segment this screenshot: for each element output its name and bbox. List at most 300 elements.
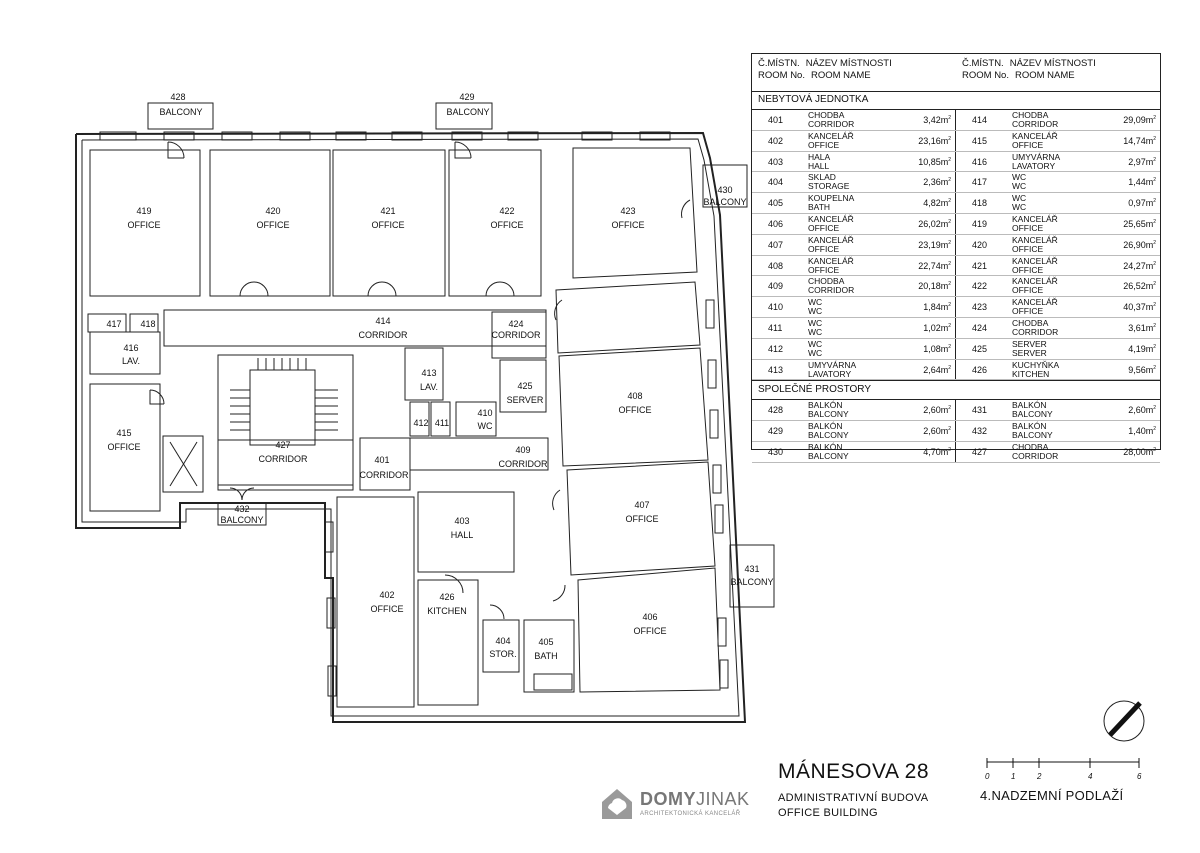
room-419-no: 419 (136, 206, 152, 216)
room-432-no: 432 (234, 504, 250, 514)
table-row (752, 421, 1160, 442)
room-area (918, 157, 951, 167)
table-row (752, 318, 1160, 339)
room-name-en: BALCONY (808, 450, 849, 461)
building-subtitle-cz: ADMINISTRATIVNÍ BUDOVA (778, 792, 929, 804)
room-name-cz: CHODBA (1012, 110, 1049, 120)
room-number: 412 (768, 343, 784, 354)
room-area (923, 323, 951, 333)
room-405-name: BATH (534, 651, 558, 661)
area-unit-superscript: 2 (1153, 135, 1156, 142)
room-area (923, 405, 951, 415)
room-number: 407 (768, 239, 784, 250)
room-406-name: OFFICE (633, 626, 667, 636)
room-number: 432 (972, 426, 988, 437)
room-area (923, 365, 951, 375)
table-cell (956, 297, 1160, 317)
table-cell (752, 172, 956, 192)
room-name-en: WC (808, 347, 823, 358)
room-area-value: 25,65m (1123, 218, 1154, 229)
room-number: 416 (972, 156, 988, 167)
room-419-name: OFFICE (127, 220, 161, 230)
room-number: 401 (768, 115, 784, 125)
room-number: 404 (768, 177, 784, 188)
room-area (923, 177, 951, 187)
room-name-cz: KUCHYŇKA (1012, 359, 1060, 370)
room-name (808, 153, 830, 171)
room-name-cz: CHODBA (1012, 441, 1049, 452)
room-name-cz: HALA (808, 151, 831, 162)
room-name-en: CORRIDOR (1012, 119, 1059, 129)
room-name-cz: SKLAD (808, 172, 836, 183)
room-431-name: BALCONY (730, 577, 774, 587)
room-area-value: 2,97m (1128, 156, 1154, 167)
room-name-cz: WC (1012, 193, 1027, 204)
header-no-cz-2: Č.MÍSTN. (962, 58, 1004, 69)
area-unit-superscript: 2 (1153, 239, 1156, 246)
table-cell (956, 360, 1160, 380)
area-unit-superscript: 2 (1153, 156, 1156, 163)
room-east-upper-outline (556, 282, 700, 353)
room-area-value: 22,74m (918, 260, 949, 271)
room-number: 418 (972, 198, 988, 209)
room-name-en: WC (1012, 202, 1027, 213)
scale-tick-2: 2 (1037, 772, 1042, 781)
room-420-name: OFFICE (256, 220, 290, 230)
logo-brand-2: JINAK (696, 789, 750, 809)
table-row (752, 110, 1160, 131)
east-windows (706, 300, 728, 688)
room-number: 424 (972, 322, 988, 333)
table-row (752, 193, 1160, 214)
table-cell (956, 172, 1160, 192)
room-number: 422 (972, 281, 988, 292)
room-area-value: 4,70m (923, 446, 949, 457)
table-rows-common (752, 400, 1160, 462)
building-title: MÁNESOVA 28 (778, 760, 930, 783)
area-unit-superscript: 2 (1153, 218, 1156, 225)
title-block (778, 760, 929, 820)
table-cell (956, 276, 1160, 296)
room-area (918, 219, 951, 229)
room-408-no: 408 (627, 391, 643, 401)
room-number: 409 (768, 281, 784, 292)
room-name-en: LAVATORY (808, 368, 852, 379)
room-area-value: 1,08m (923, 343, 949, 354)
area-unit-superscript: 2 (948, 302, 951, 309)
room-name (1012, 361, 1059, 379)
room-name-cz: KANCELÁŘ (808, 130, 854, 141)
room-name-cz: CHODBA (1012, 317, 1049, 328)
area-unit-superscript: 2 (948, 343, 951, 350)
room-name-cz: SERVER (1012, 338, 1047, 349)
scale-tick-6: 6 (1137, 772, 1142, 781)
room-429-no: 429 (459, 92, 475, 102)
header-no-en: ROOM No. (758, 70, 805, 81)
area-unit-superscript: 2 (948, 426, 951, 433)
room-name (1012, 319, 1058, 337)
room-number: 402 (768, 135, 784, 146)
room-name-cz: BALKÓN (808, 400, 843, 411)
area-unit-superscript: 2 (1153, 281, 1156, 288)
room-area (1128, 177, 1156, 187)
header-name-en-2: ROOM NAME (1014, 70, 1075, 81)
area-unit-superscript: 2 (948, 177, 951, 184)
room-425-name: SERVER (506, 395, 544, 405)
room-name-cz: BALKÓN (1012, 421, 1047, 432)
room-name (1012, 422, 1053, 440)
room-name (1012, 215, 1058, 233)
room-number: 408 (768, 260, 784, 271)
room-417-no: 417 (106, 319, 122, 329)
table-row (752, 442, 1160, 463)
room-410-no: 410 (477, 408, 493, 418)
room-name (808, 277, 854, 295)
room-name-en: BALCONY (1012, 430, 1053, 441)
room-name-en: OFFICE (1012, 243, 1044, 254)
room-name (808, 173, 849, 191)
room-name-cz: KANCELÁŘ (808, 234, 854, 245)
room-number: 414 (972, 115, 988, 125)
table-row (752, 297, 1160, 318)
room-name-en: OFFICE (808, 222, 840, 233)
table-row (752, 235, 1160, 256)
bathtub (534, 674, 572, 690)
table-row (752, 131, 1160, 152)
table-row (752, 360, 1160, 381)
room-name (808, 257, 854, 275)
room-name-cz: KANCELÁŘ (1012, 213, 1058, 224)
area-unit-superscript: 2 (1153, 426, 1156, 433)
room-name (1012, 340, 1047, 358)
table-cell (752, 193, 956, 213)
room-name-en: WC (808, 306, 823, 317)
room-area-value: 29,09m (1123, 115, 1154, 125)
area-unit-superscript: 2 (948, 198, 951, 205)
room-name (1012, 153, 1060, 171)
table-cell (956, 339, 1160, 359)
room-name (1012, 257, 1058, 275)
room-404-name: STOR. (489, 649, 517, 659)
room-area-value: 23,16m (918, 135, 949, 146)
area-unit-superscript: 2 (948, 322, 951, 329)
room-area (923, 198, 951, 208)
room-name (808, 443, 849, 461)
area-unit-superscript: 2 (948, 405, 951, 412)
building-subtitle-en: OFFICE BUILDING (778, 807, 878, 819)
room-schedule-table (751, 53, 1161, 461)
room-name-en: BALCONY (1012, 409, 1053, 420)
room-area-value: 24,27m (1123, 260, 1154, 271)
room-number: 406 (768, 218, 784, 229)
room-area-value: 4,82m (923, 198, 949, 209)
area-unit-superscript: 2 (1153, 302, 1156, 309)
room-name-en: OFFICE (1012, 222, 1044, 233)
room-401-name: CORRIDOR (359, 470, 409, 480)
room-number: 430 (768, 446, 784, 457)
room-name (808, 361, 856, 379)
room-name-en: BATH (808, 202, 831, 213)
room-name (808, 340, 822, 358)
area-unit-superscript: 2 (948, 260, 951, 267)
room-area-value: 23,19m (918, 239, 949, 250)
room-name-cz: KANCELÁŘ (1012, 255, 1058, 266)
room-name-en: CORRIDOR (1012, 326, 1059, 337)
room-name (808, 236, 854, 254)
room-number: 431 (972, 405, 988, 416)
room-area (1123, 136, 1156, 146)
area-unit-superscript: 2 (948, 135, 951, 142)
room-area-value: 10,85m (918, 156, 949, 167)
room-name-cz: KANCELÁŘ (1012, 234, 1058, 245)
room-name-en: OFFICE (808, 139, 840, 150)
room-number: 410 (768, 302, 784, 313)
room-name-en: CORRIDOR (808, 119, 855, 129)
section-title-common: SPOLEČNÉ PROSTORY (752, 380, 1160, 400)
room-area-value: 28,00m (1123, 446, 1154, 457)
room-area-value: 9,56m (1128, 364, 1154, 375)
area-unit-superscript: 2 (948, 281, 951, 288)
room-423-name: OFFICE (611, 220, 645, 230)
room-416-name: LAV. (121, 356, 141, 366)
table-cell (752, 152, 956, 172)
room-name (1012, 298, 1058, 316)
door-swings (150, 142, 690, 619)
room-421-name: OFFICE (371, 220, 405, 230)
room-number: 420 (972, 239, 988, 250)
table-cell (956, 318, 1160, 338)
room-413-no: 413 (421, 368, 437, 378)
room-name (808, 215, 854, 233)
table-cell (752, 318, 956, 338)
room-name (808, 422, 849, 440)
room-name-en: WC (808, 326, 823, 337)
room-name-cz: BALKÓN (1012, 400, 1047, 411)
room-area (1123, 219, 1156, 229)
room-name-en: STORAGE (808, 181, 850, 192)
room-area-value: 1,02m (923, 322, 949, 333)
scale-tick-4: 4 (1088, 772, 1093, 781)
room-number: 423 (972, 302, 988, 313)
table-cell (956, 400, 1160, 420)
room-name (1012, 173, 1026, 191)
room-405-no: 405 (538, 637, 554, 647)
room-area-value: 1,40m (1128, 426, 1154, 437)
table-cell (752, 235, 956, 255)
table-cell (956, 256, 1160, 276)
header-name-cz-2: NÁZEV MÍSTNOSTI (1009, 58, 1096, 69)
room-number: 405 (768, 198, 784, 209)
room-409-name: CORRIDOR (498, 459, 548, 469)
room-name-cz: WC (808, 338, 823, 349)
room-number: 411 (768, 322, 783, 333)
table-cell (752, 339, 956, 359)
table-row (752, 400, 1160, 421)
room-area (918, 281, 951, 291)
room-name-cz: WC (1012, 172, 1027, 183)
room-area (1128, 365, 1156, 375)
area-unit-superscript: 2 (948, 239, 951, 246)
area-unit-superscript: 2 (1153, 364, 1156, 371)
room-424-name: CORRIDOR (491, 330, 541, 340)
room-area-value: 14,74m (1123, 135, 1154, 146)
room-name-cz: KANCELÁŘ (808, 255, 854, 266)
room-430-name: BALCONY (703, 197, 747, 207)
room-422-name: OFFICE (490, 220, 524, 230)
room-414-outline (164, 310, 546, 346)
room-414-name: CORRIDOR (358, 330, 408, 340)
room-area-value: 26,02m (918, 218, 949, 229)
room-name-cz: CHODBA (808, 276, 845, 287)
room-428-name: BALCONY (159, 107, 203, 117)
stair-well (250, 370, 315, 445)
room-name-en: BALCONY (808, 409, 849, 420)
room-416-outline (90, 332, 160, 374)
room-area (1123, 261, 1156, 271)
room-name (1012, 132, 1058, 150)
table-cell (752, 276, 956, 296)
room-403-no: 403 (454, 516, 470, 526)
room-area (1128, 323, 1156, 333)
table-cell (956, 421, 1160, 441)
table-cell (956, 110, 1160, 130)
room-407-no: 407 (634, 500, 650, 510)
room-427-name: CORRIDOR (258, 454, 308, 464)
room-area-value: 20,18m (918, 281, 949, 292)
room-number: 417 (972, 177, 988, 188)
table-row (752, 276, 1160, 297)
room-area (1128, 157, 1156, 167)
area-unit-superscript: 2 (1153, 177, 1156, 184)
room-area (918, 136, 951, 146)
table-cell (956, 193, 1160, 213)
header-no-en-2: ROOM No. (962, 70, 1009, 81)
section-title-nonresidential: NEBYTOVÁ JEDNOTKA (752, 91, 1160, 110)
room-name (1012, 111, 1058, 129)
room-number: 419 (972, 218, 988, 229)
room-421-no: 421 (380, 206, 396, 216)
room-name-cz: BALKÓN (808, 441, 843, 452)
area-unit-superscript: 2 (948, 364, 951, 371)
room-area (1123, 240, 1156, 250)
room-number: 429 (768, 426, 784, 437)
room-area (1123, 447, 1156, 457)
table-cell (956, 214, 1160, 234)
room-name-en: OFFICE (1012, 139, 1044, 150)
room-area-value: 1,44m (1128, 177, 1154, 188)
room-name-en: LAVATORY (1012, 160, 1056, 171)
room-name (1012, 401, 1053, 419)
room-423-no: 423 (620, 206, 636, 216)
table-row (752, 214, 1160, 235)
table-cell (956, 131, 1160, 151)
scale-tick-0: 0 (985, 772, 990, 781)
room-name (808, 298, 822, 316)
room-number: 413 (768, 364, 784, 375)
table-row (752, 152, 1160, 173)
room-404-no: 404 (495, 636, 511, 646)
room-area (1123, 281, 1156, 291)
area-unit-superscript: 2 (1153, 446, 1156, 453)
room-name-cz: KOUPELNA (808, 193, 855, 204)
table-cell (752, 400, 956, 420)
room-area-value: 2,60m (1128, 405, 1154, 416)
table-cell (752, 442, 956, 462)
room-424-no: 424 (508, 319, 524, 329)
room-418-no: 418 (140, 319, 156, 329)
area-unit-superscript: 2 (1153, 115, 1156, 121)
room-area-value: 26,52m (1123, 281, 1154, 292)
room-name-en: CORRIDOR (808, 285, 855, 296)
table-cell (752, 297, 956, 317)
room-name (808, 194, 854, 212)
room-412-no: 412 (413, 418, 429, 428)
room-402-name: OFFICE (370, 604, 404, 614)
room-426-name: KITCHEN (427, 606, 467, 616)
room-name-en: OFFICE (1012, 264, 1044, 275)
room-name-en: OFFICE (808, 243, 840, 254)
room-area-value: 40,37m (1123, 302, 1154, 313)
room-area (918, 261, 951, 271)
room-413-name: LAV. (419, 382, 439, 392)
area-unit-superscript: 2 (1153, 405, 1156, 412)
room-area (1128, 405, 1156, 415)
room-area-value: 3,42m (923, 115, 949, 125)
room-431-no: 431 (744, 564, 760, 574)
room-name-en: HALL (808, 160, 830, 171)
room-number: 426 (972, 364, 988, 375)
room-area-value: 26,90m (1123, 239, 1154, 250)
room-name-en: CORRIDOR (1012, 450, 1059, 461)
table-rows-unit (752, 110, 1160, 380)
room-name-en: OFFICE (808, 264, 840, 275)
stair-treads (230, 358, 338, 430)
room-425-no: 425 (517, 381, 533, 391)
room-411-no: 411 (434, 418, 450, 428)
area-unit-superscript: 2 (948, 446, 951, 453)
room-number: 428 (768, 405, 784, 416)
header-name-en: ROOM NAME (810, 70, 871, 81)
room-416-no: 416 (123, 343, 139, 353)
room-name-cz: BALKÓN (808, 421, 843, 432)
room-427-no: 427 (275, 440, 291, 450)
room-area-value: 0,97m (1128, 198, 1154, 209)
room-409-no: 409 (515, 445, 531, 455)
room-432-name: BALCONY (220, 515, 264, 525)
room-name-en: KITCHEN (1012, 368, 1050, 379)
room-area (1128, 426, 1156, 436)
room-number: 421 (972, 260, 988, 271)
room-402-outline (337, 497, 414, 707)
room-415-name: OFFICE (107, 442, 141, 452)
room-name-en: OFFICE (1012, 306, 1044, 317)
room-area (923, 426, 951, 436)
room-area (1123, 115, 1156, 125)
logo-brand-1: DOMY (640, 789, 696, 809)
room-name-cz: KANCELÁŘ (808, 213, 854, 224)
table-row (752, 256, 1160, 277)
room-area (923, 344, 951, 354)
room-area-value: 2,64m (923, 364, 949, 375)
room-420-no: 420 (265, 206, 281, 216)
room-area (918, 240, 951, 250)
area-unit-superscript: 2 (948, 156, 951, 163)
room-area (1128, 198, 1156, 208)
floor-title: 4.NADZEMNÍ PODLAŽÍ (980, 788, 1124, 803)
room-name-cz: UMYVÁRNA (808, 359, 857, 370)
table-cell (956, 235, 1160, 255)
room-name-cz: WC (808, 317, 823, 328)
